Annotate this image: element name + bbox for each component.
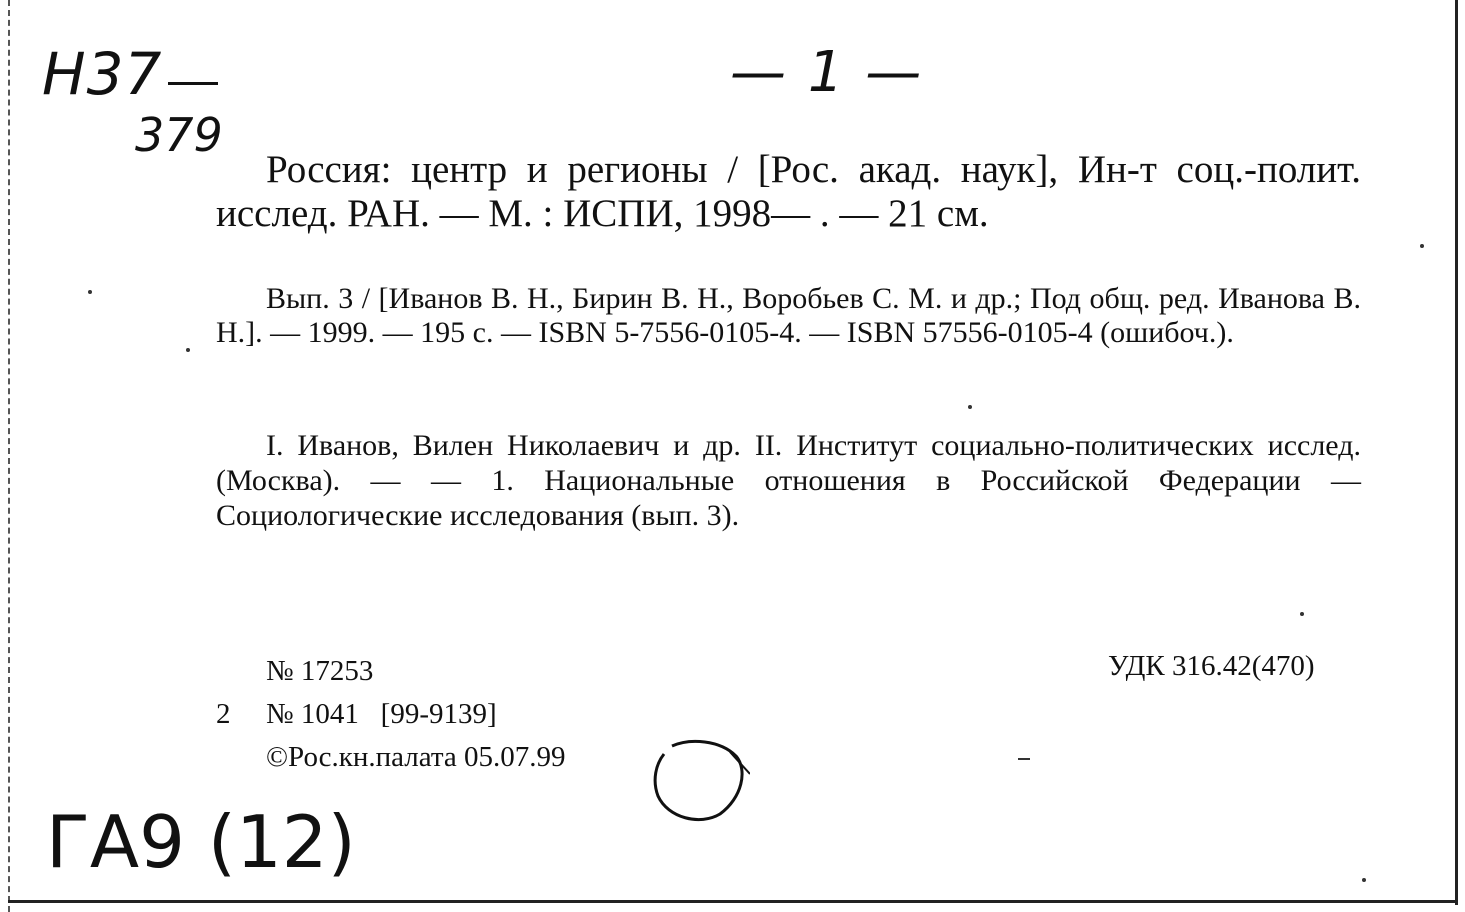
card-left-edge [8,0,10,912]
handwritten-shelf-code: Н37 [42,40,163,108]
scan-speck [1300,612,1304,616]
handwritten-circle-mark [650,738,750,823]
scan-speck [186,348,190,352]
scan-speck [1018,758,1030,760]
record-number-2-code: [99-9139] [380,698,497,730]
card-bottom-edge [8,900,1458,903]
udc-code: УДК 316.42(470) [1108,650,1315,682]
scan-speck [1420,244,1424,248]
page-marker-number: 1 [807,40,846,105]
scan-speck [968,405,972,409]
record-number-1: № 17253 [266,655,374,687]
book-chamber-stamp: ©Рос.кн.палата 05.07.99 [266,741,566,773]
card-footer-left [216,650,566,779]
record-title-block [216,148,1361,236]
handwritten-bottom-mark: ГА9 (12) [46,800,356,884]
copies-count: 2 [216,698,231,730]
record-title: Россия: центр и регионы / [Рос. акад. наук], Ин-т соц.-полит. исслед. РАН. — М. : ИСПИ, 1998— . — 21 см. [216,148,1361,235]
footer-row-1 [216,650,566,693]
record-volume-block [216,282,1361,350]
record-tracings: I. Иванов, Вилен Николаевич и др. II. Институт социально-политических исслед. (Москва). — — 1. Национальные отношения в Российской Федерации — Социологические исследования (вып. 3). [216,429,1361,532]
scan-speck [88,290,92,294]
footer-row-2 [216,693,566,736]
record-tracings-block [216,428,1361,533]
card-right-edge [1455,0,1458,905]
shelf-code-dash [168,82,218,85]
footer-row-3 [216,736,566,779]
record-volume: Вып. 3 / [Иванов В. Н., Бирин В. Н., Воробьев С. М. и др.; Под общ. ред. Иванова В. Н.]. — 1999. — 195 с. — ISBN 5-7556-0105-4. — ISBN 57556-0105-4 (ошибоч.). [216,282,1361,349]
scan-speck [1362,878,1366,882]
handwritten-page-marker: — 1 — [730,40,924,105]
handwritten-shelf-subcode: 379 [135,108,223,162]
record-number-2: № 1041 [266,698,359,730]
